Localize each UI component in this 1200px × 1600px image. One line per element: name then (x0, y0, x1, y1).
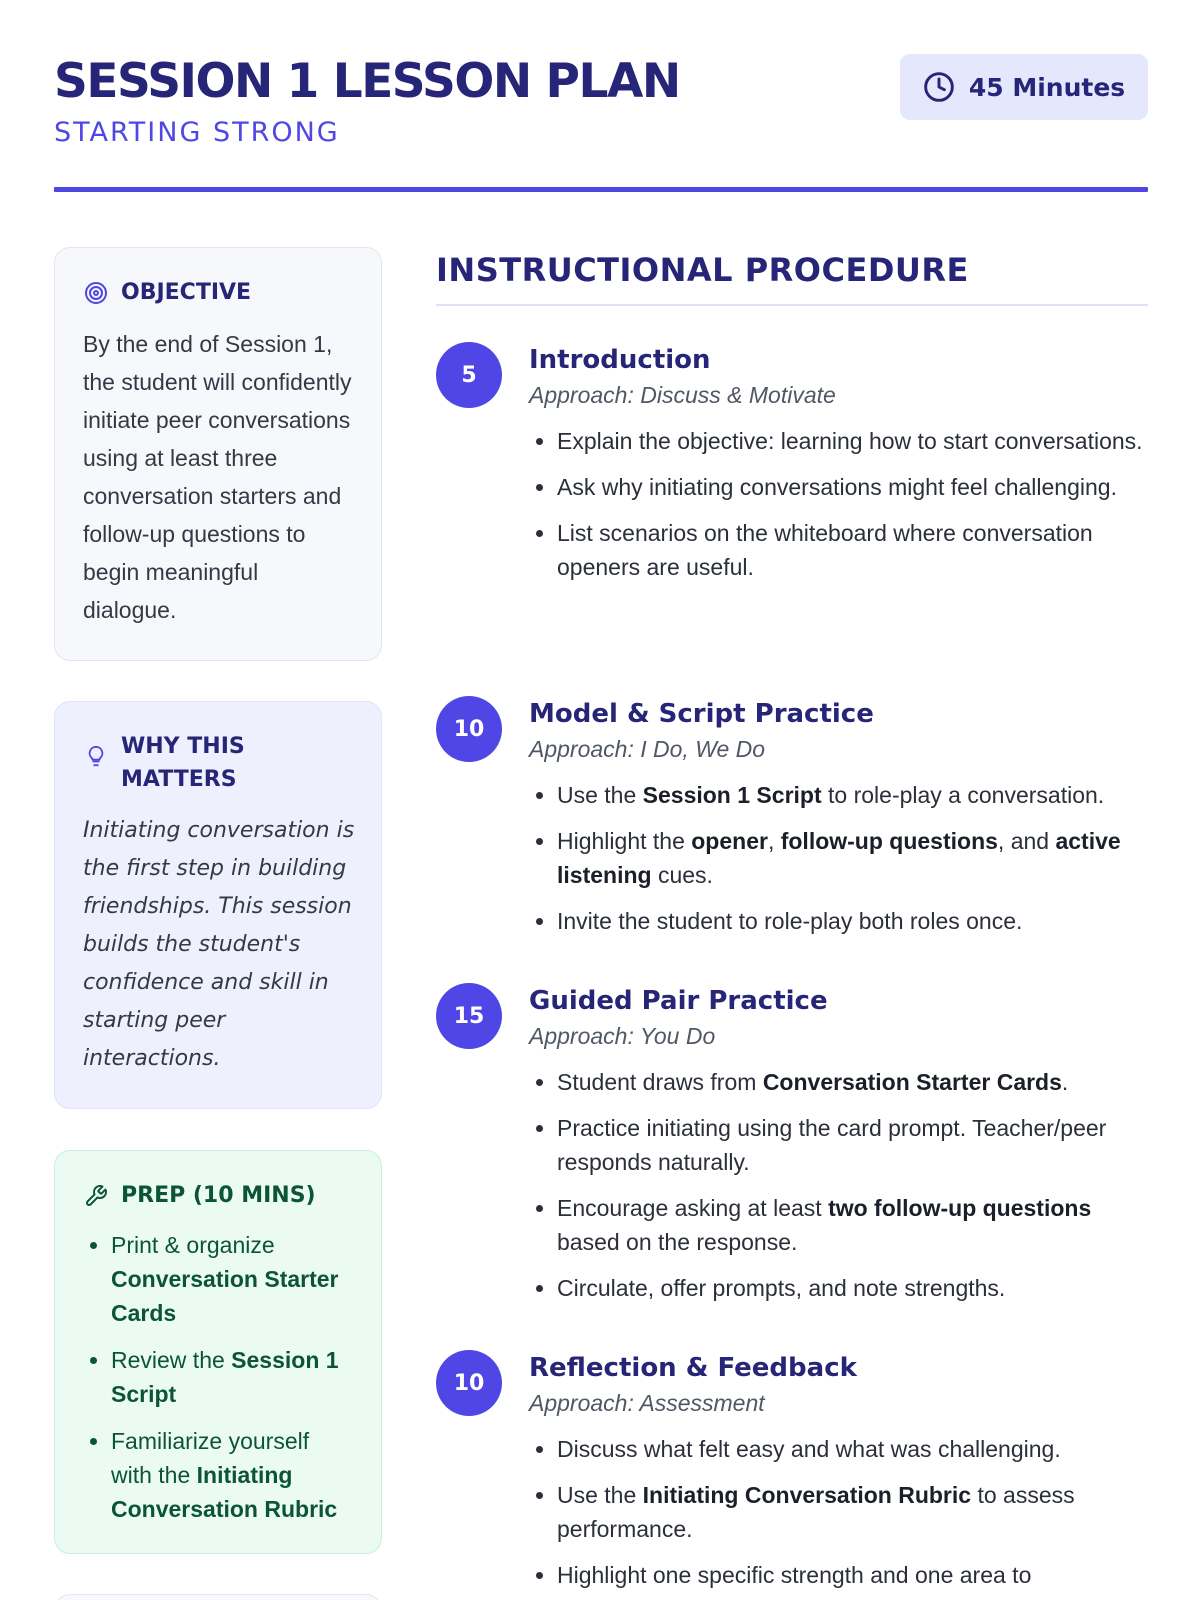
prep-item: • Review the Session 1 Script (111, 1343, 355, 1411)
step-minutes-badge: 5 (436, 342, 502, 408)
step-bullet: • Highlight one specific strength and one area to (557, 1558, 1148, 1592)
step-list (529, 778, 1148, 938)
step-title: Guided Pair Practice (529, 986, 828, 1016)
next-card-partial (54, 1594, 382, 1600)
step-bullet: • Discuss what felt easy and what was challenging. (557, 1432, 1148, 1466)
lightbulb-icon (83, 730, 109, 763)
step-title: Introduction (529, 345, 711, 375)
procedure-title: INSTRUCTIONAL PROCEDURE (436, 246, 1148, 306)
procedure-step (436, 342, 1148, 596)
step-minutes-badge: 15 (436, 983, 502, 1049)
step-minutes-badge: 10 (436, 696, 502, 762)
prep-card (54, 1150, 382, 1554)
why-matters-card (54, 701, 382, 1109)
page-title: SESSION 1 LESSON PLAN (54, 54, 680, 109)
page-header (54, 52, 1148, 192)
step-bullet: • Use the Session 1 Script to role-play a conversation. (557, 778, 1148, 812)
objective-card (54, 247, 382, 661)
step-minutes-badge: 10 (436, 1350, 502, 1416)
duration-badge (900, 54, 1148, 120)
prep-heading (83, 1179, 355, 1212)
step-bullet: • List scenarios on the whiteboard where conversation openers are useful. (557, 516, 1148, 584)
step-bullet: • Invite the student to role-play both roles once. (557, 904, 1148, 938)
target-icon (83, 276, 109, 309)
procedure-step (436, 983, 1148, 1317)
page-subtitle: STARTING STRONG (54, 117, 340, 148)
step-title: Reflection & Feedback (529, 1353, 857, 1383)
objective-heading (83, 276, 355, 309)
step-approach: Approach: Assessment (529, 1390, 765, 1416)
step-bullet: • Use the Initiating Conversation Rubric to assess performance. (557, 1478, 1148, 1546)
why-matters-heading (83, 730, 355, 796)
step-bullet: • Highlight the opener, follow-up questions, and active listening cues. (557, 824, 1148, 892)
step-list (529, 1065, 1148, 1305)
procedure-step (436, 1350, 1148, 1600)
step-bullet: • Circulate, offer prompts, and note strengths. (557, 1271, 1148, 1305)
step-list (529, 424, 1148, 584)
why-matters-text: Initiating conversation is the first step in building friendships. This session builds the student's confidence and skill in starting peer interactions. (83, 818, 355, 1071)
step-bullet: • Ask why initiating conversations might feel challenging. (557, 470, 1148, 504)
procedure-section (436, 246, 1148, 306)
step-approach: Approach: You Do (529, 1023, 716, 1049)
prep-item: • Print & organize Conversation Starter Cards (111, 1228, 355, 1330)
prep-heading-text: PREP (10 MINS) (121, 1183, 316, 1208)
step-bullet: • Explain the objective: learning how to start conversations. (557, 424, 1148, 458)
procedure-step (436, 696, 1148, 950)
step-bullet: • Encourage asking at least two follow-up questions based on the response. (557, 1191, 1148, 1259)
prep-item: • Familiarize yourself with the Initiating Conversation Rubric (111, 1424, 355, 1526)
step-bullet: • Student draws from Conversation Starter Cards. (557, 1065, 1148, 1099)
objective-text: By the end of Session 1, the student will confidently initiate peer conversations using at least three conversation starters and follow-up questions to begin meaningful dialogue. (83, 331, 352, 623)
step-title: Model & Script Practice (529, 699, 874, 729)
step-approach: Approach: I Do, We Do (529, 736, 766, 762)
why-heading-line2: MATTERS (121, 767, 237, 792)
duration-label: 45 Minutes (968, 72, 1126, 102)
step-bullet: • Practice initiating using the card prompt. Teacher/peer responds naturally. (557, 1111, 1148, 1179)
wrench-icon (83, 1179, 109, 1212)
header-divider (54, 187, 1148, 192)
prep-list (83, 1228, 355, 1526)
clock-icon (923, 71, 955, 103)
step-approach: Approach: Discuss & Motivate (529, 382, 836, 408)
why-heading-line1: WHY THIS (121, 734, 245, 759)
objective-heading-text: OBJECTIVE (121, 280, 252, 305)
step-list (529, 1432, 1148, 1592)
